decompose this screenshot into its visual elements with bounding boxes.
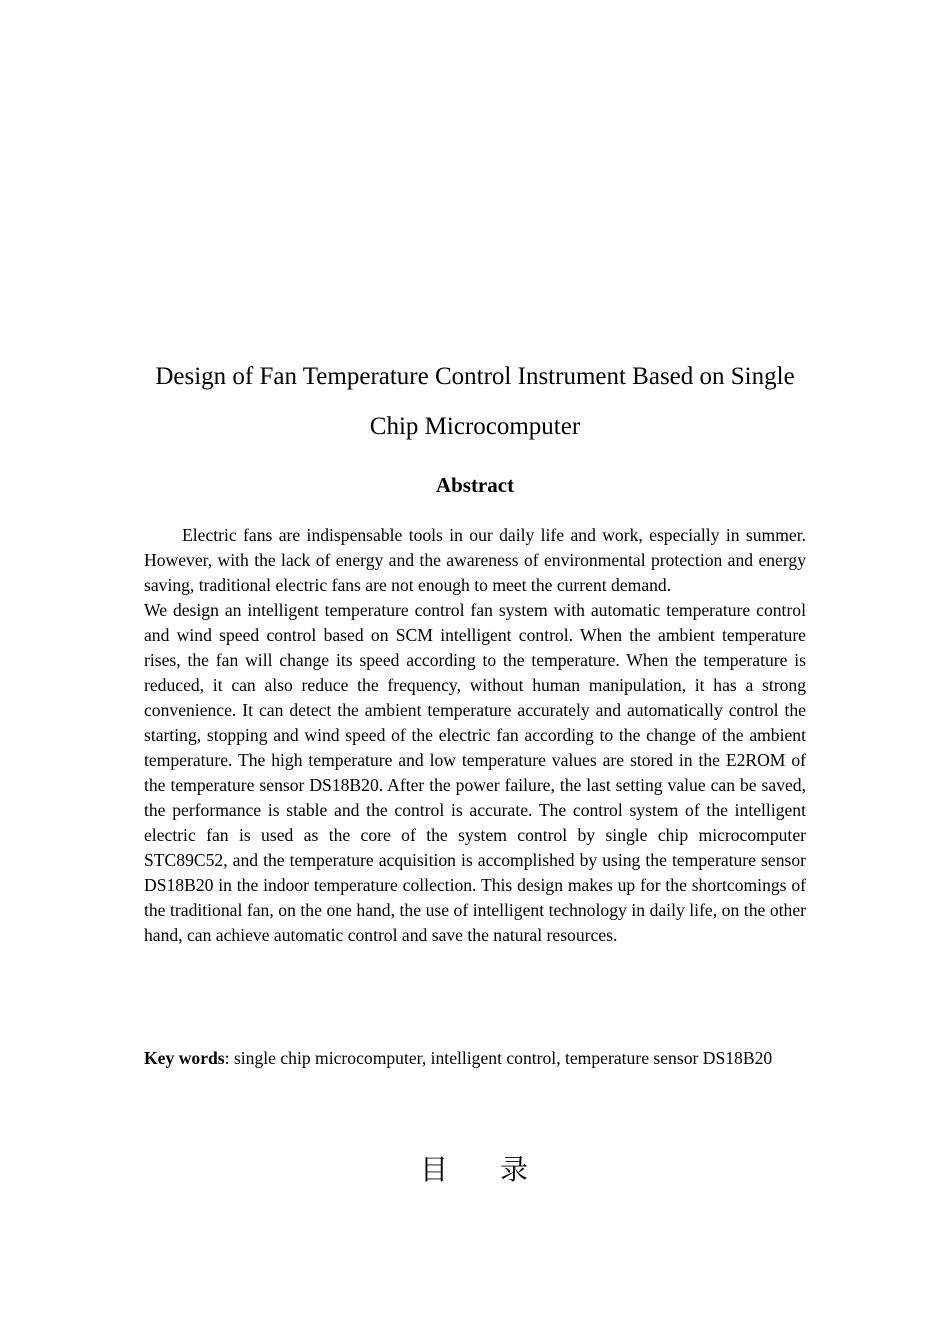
- keywords-text: single chip microcomputer, intelligent control, temperature sensor DS18B20: [233, 1048, 773, 1068]
- toc-char-2: 录: [500, 1153, 531, 1186]
- abstract-paragraph-1: Electric fans are indispensable tools in our daily life and work, especially in summer. However, with the lack of energy and the awareness of environmental protection and energy saving, traditional electric fans are not enough to meet the current demand.: [144, 525, 806, 595]
- keywords-separator: :: [224, 1048, 234, 1068]
- title-line-2: Chip Microcomputer: [369, 413, 581, 440]
- abstract-body: [144, 523, 806, 948]
- toc-char-1: 目: [419, 1153, 450, 1186]
- document-title: [0, 352, 950, 452]
- keywords-label: Key words: [144, 1048, 225, 1068]
- abstract-paragraph-2: We design an intelligent temperature control fan system with automatic temperature control and wind speed control based on SCM intelligent control. When the ambient temperature rises, the fan will change its speed according to the temperature. When the temperature is reduced, it can also reduce the frequency, without human manipulation, it has a strong convenience. It can detect the ambient temperature accurately and automatically control the starting, stopping and wind speed of the electric fan according to the change of the ambient temperature. The high temperature and low temperature values are stored in the E2ROM of the temperature sensor DS18B20. After the power failure, the last setting value can be saved, the performance is stable and the control is accurate. The control system of the intelligent electric fan is used as the core of the system control by single chip microcomputer STC89C52, and the temperature acquisition is accomplished by using the temperature sensor DS18B20 in the indoor temperature collection. This design makes up for the shortcomings of the traditional fan, on the one hand, the use of intelligent technology in daily life, on the other hand, can achieve automatic control and save the natural resources.: [144, 600, 806, 945]
- title-line-1: Design of Fan Temperature Control Instrument Based on Single: [155, 363, 795, 390]
- keywords: [144, 1046, 806, 1071]
- table-of-contents-heading: [0, 1150, 950, 1190]
- abstract-heading: Abstract: [435, 473, 515, 497]
